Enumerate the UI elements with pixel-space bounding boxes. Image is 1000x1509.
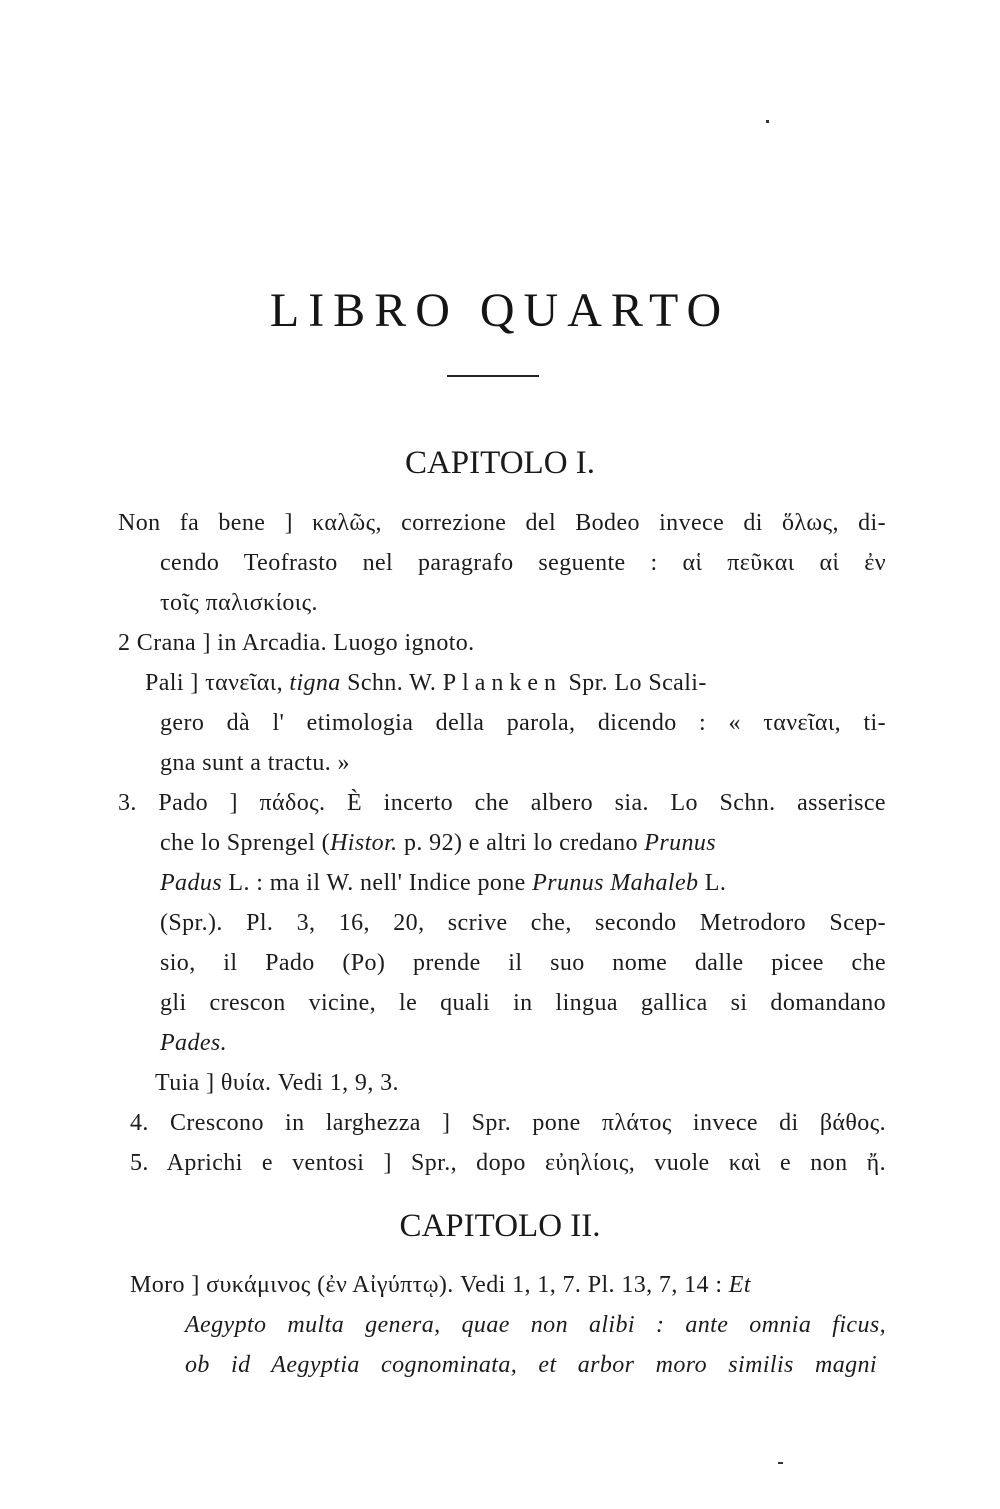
italic-run: tigna	[289, 670, 341, 696]
text-run: Schn. W.	[340, 670, 443, 696]
text-line: gna sunt a tractu. »	[160, 750, 350, 776]
text-run: che lo Sprengel (	[160, 830, 331, 856]
speck-mark	[778, 1462, 783, 1464]
text-line: gero dà l' etimologia della parola, dicendo : « τανεῖαι, ti-	[160, 710, 886, 736]
text-line: gli crescon vicine, le quali in lingua gallica si domandano	[160, 990, 886, 1016]
italic-run: Padus	[160, 870, 222, 896]
spaced-run: Planken	[442, 670, 563, 696]
chapter-2-heading: CAPITOLO II.	[399, 1208, 601, 1244]
italic-run: Histor.	[330, 830, 398, 856]
text-line	[160, 870, 886, 897]
text-run: p. 92) e altri lo credano	[397, 830, 645, 856]
speck-mark	[766, 120, 769, 123]
book-title: LIBRO QUARTO	[269, 284, 731, 337]
text-line: ob id Aegyptia cognominata, et arbor moro similis magni	[185, 1352, 877, 1378]
text-line: 3. Pado ] πάδος. È incerto che albero sia. Lo Schn. asserisce	[118, 790, 886, 816]
text-line: (Spr.). Pl. 3, 16, 20, scrive che, secondo Metrodoro Scep-	[160, 910, 886, 936]
text-line: Aegypto multa genera, quae non alibi : ante omnia ficus,	[185, 1312, 886, 1338]
text-line: 5. Aprichi e ventosi ] Spr., dopo εὐηλίοις, vuole καὶ e non ἤ.	[130, 1150, 886, 1176]
text-line: sio, il Pado (Po) prende il suo nome dalle picee che	[160, 950, 886, 976]
text-line: 2 Crana ] in Arcadia. Luogo ignoto.	[118, 630, 475, 656]
italic-run: Et	[728, 1272, 751, 1298]
text-line	[145, 670, 886, 697]
text-line: τοῖς παλισκίοις.	[160, 590, 318, 616]
text-line: 4. Crescono in larghezza ] Spr. pone πλάτος invece di βάθος.	[130, 1110, 886, 1136]
text-line: Pades.	[160, 1030, 228, 1056]
text-line: Non fa bene ] καλῶς, correzione del Bodeo invece di ὅλως, di-	[118, 510, 886, 536]
text-line: cendo Teofrasto nel paragrafo seguente : αἱ πεῦκαι αἱ ἐν	[160, 550, 886, 576]
text-line: Tuia ] θυία. Vedi 1, 9, 3.	[155, 1070, 399, 1096]
italic-run: Prunus Mahaleb	[532, 870, 699, 896]
text-line	[130, 1272, 886, 1299]
text-run: Spr. Lo Scali-	[562, 670, 707, 696]
text-run: L. : ma il W. nell' Indice pone	[222, 870, 533, 896]
text-run: Pali ] τανεῖαι,	[145, 670, 290, 696]
text-line	[160, 830, 886, 857]
text-run: Moro ] συκάμινος (ἐν Αἰγύπτῳ). Vedi 1, 1, 7. Pl. 13, 7, 14 :	[130, 1272, 729, 1298]
title-rule	[447, 375, 539, 377]
italic-run: Prunus	[644, 830, 717, 856]
chapter-1-heading: CAPITOLO I.	[404, 445, 596, 481]
text-run: L.	[698, 870, 727, 896]
